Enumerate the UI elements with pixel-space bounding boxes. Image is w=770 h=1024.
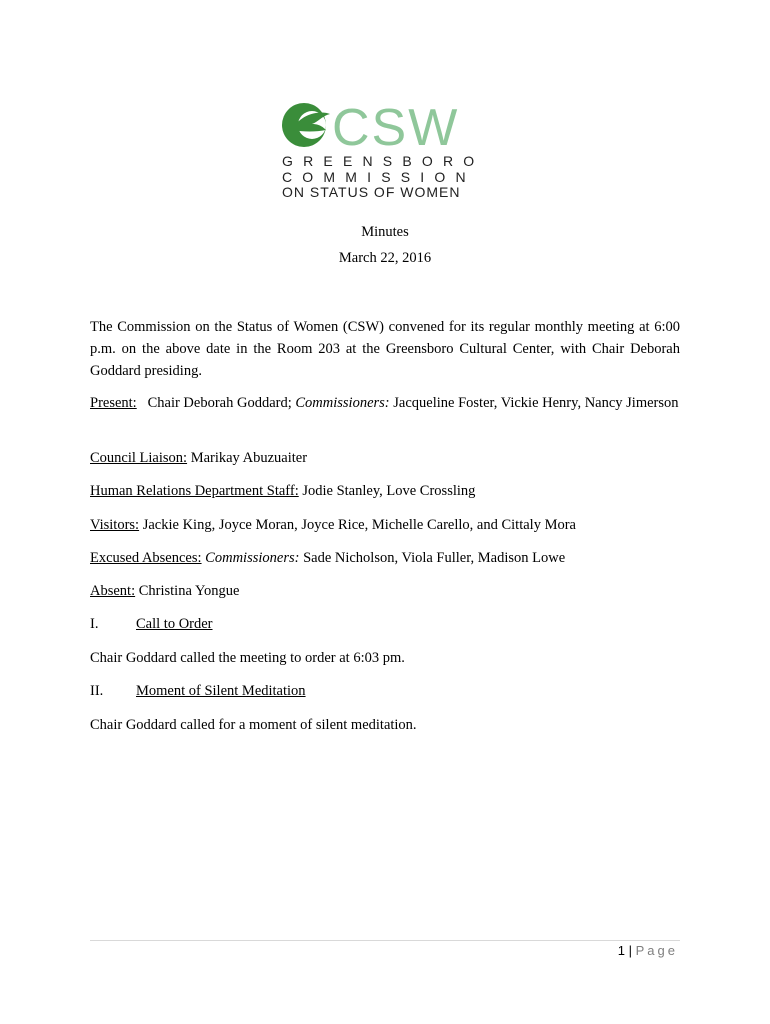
logo-line-status-of-women: ON STATUS OF WOMEN <box>282 184 461 200</box>
section-text: Chair Goddard called for a moment of silent meditation. <box>90 717 417 733</box>
council-liaison-line <box>90 447 680 469</box>
document-title: Minutes <box>361 224 409 240</box>
meeting-date: March 22, 2016 <box>338 250 432 266</box>
visitors-label: Visitors: <box>90 517 140 533</box>
absent-label: Absent: <box>90 583 136 599</box>
present-commissioners-label: Commissioners: <box>295 395 390 411</box>
section-heading <box>90 680 680 702</box>
hr-staff-label: Human Relations Department Staff: <box>90 483 299 499</box>
section-heading <box>90 613 680 635</box>
page-label: Page <box>635 943 678 958</box>
absent-value: Christina Yongue <box>138 583 240 599</box>
liaison-value: Marikay Abuzuaiter <box>190 450 308 466</box>
excused-label: Excused Absences: <box>90 550 202 566</box>
logo-line-commission: COMMISSION <box>282 169 476 185</box>
csw-logo-mark <box>278 100 494 150</box>
excused-absences-line <box>90 547 680 569</box>
intro-paragraph: The Commission on the Status of Women (CSW) convened for its regular monthly meeting at 6:00 p.m. on the above date in the Room 203 at the Greensboro Cultural Center, with Chair Deborah Goddard presiding. <box>90 319 680 379</box>
visitors-line <box>90 514 680 536</box>
logo-letters: CSW <box>332 100 460 150</box>
section-number: II. <box>90 683 104 699</box>
logo-line-greensboro: GREENSBORO <box>282 153 485 169</box>
section-title: Moment of Silent Meditation <box>136 683 306 699</box>
present-label: Present: <box>90 395 137 411</box>
absent-line <box>90 580 680 602</box>
section-title: Call to Order <box>136 616 213 632</box>
present-chair: Chair Deborah Goddard; <box>147 395 292 411</box>
section-text: Chair Goddard called the meeting to order at 6:03 pm. <box>90 650 405 666</box>
page-number: 1 <box>617 943 625 958</box>
present-paragraph <box>90 392 680 414</box>
page-footer <box>618 943 678 958</box>
excused-value: Sade Nicholson, Viola Fuller, Madison Lowe <box>303 550 566 566</box>
visitors-value: Jackie King, Joyce Moran, Joyce Rice, Michelle Carello, and Cittaly Mora <box>142 517 576 533</box>
footer-separator: | <box>628 943 632 958</box>
csw-logo <box>278 100 494 204</box>
footer-divider <box>90 940 680 941</box>
excused-commissioners-label: Commissioners: <box>205 550 300 566</box>
section-number: I. <box>90 616 99 632</box>
liaison-label: Council Liaison: <box>90 450 188 466</box>
hr-staff-line <box>90 480 680 502</box>
hr-staff-value: Jodie Stanley, Love Crossling <box>302 483 476 499</box>
present-names: Jacqueline Foster, Vickie Henry, Nancy Jimerson <box>393 395 679 411</box>
